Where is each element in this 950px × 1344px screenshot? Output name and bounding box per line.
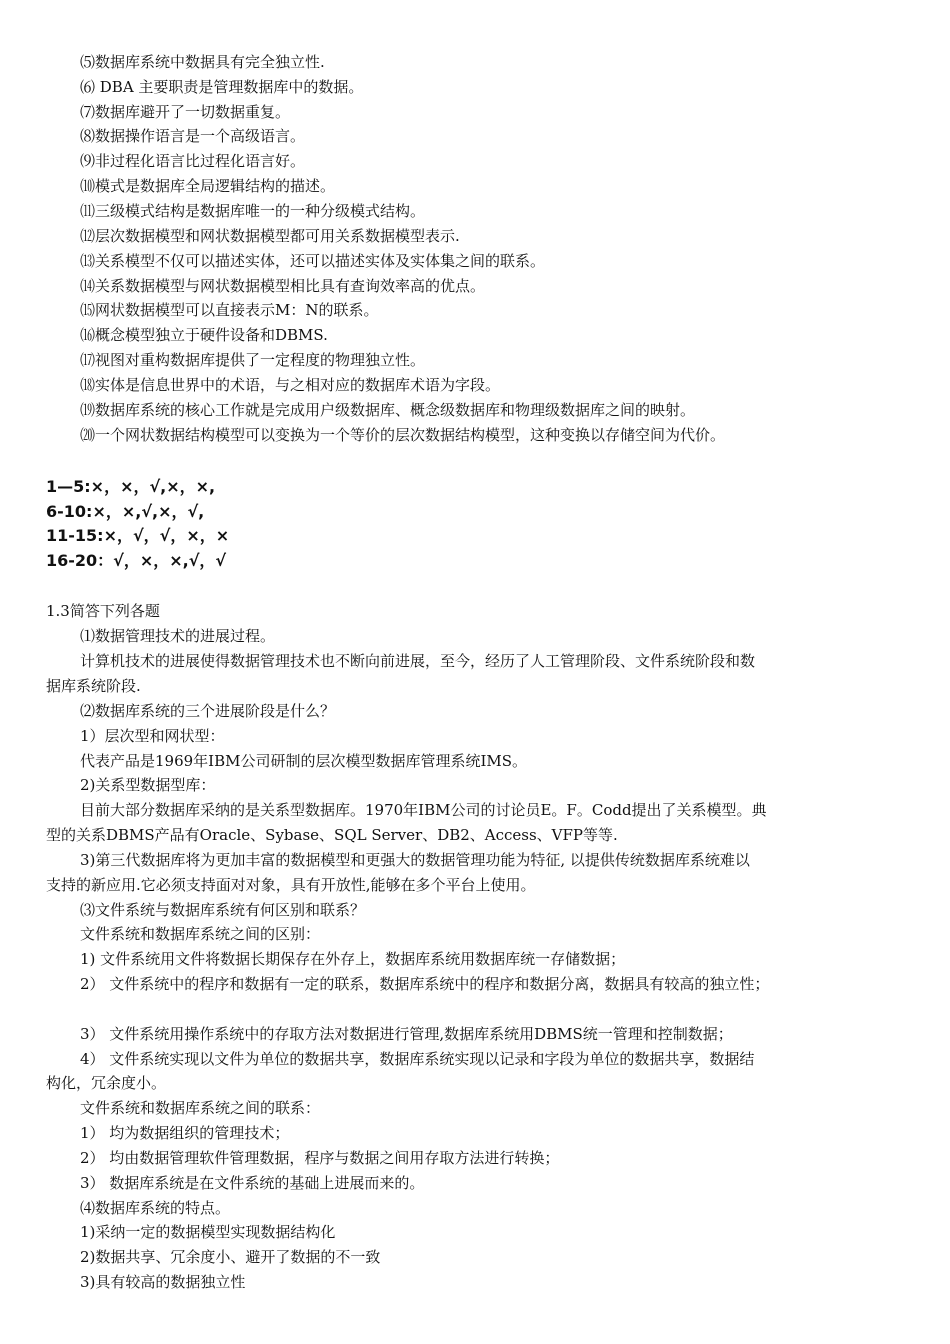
q1-answer-line-2: 据库系统阶段. [46,677,141,695]
question-4: ⑷数据库系统的特点。 [80,1199,231,1217]
tf-item-9: ⑼非过程化语言比过程化语言好。 [80,152,306,170]
tf-item-13: ⒀关系模型不仅可以描述实体，还可以描述实体及实体集之间的联系。 [80,252,546,270]
section-title: 1.3简答下列各题 [46,602,160,620]
q2-point-3-line-1: 3)第三代数据库将为更加丰富的数据模型和更强大的数据管理功能为特征, 以提供传统数据库系统难以 [80,851,750,869]
question-3: ⑶文件系统与数据库系统有何区别和联系？ [80,901,366,919]
q2-point-3-line-2: 支持的新应用.它必须支持面对对象，具有开放性,能够在多个平台上使用。 [46,876,536,894]
tf-item-11: ⑾三级模式结构是数据库唯一的一种分级模式结构。 [80,202,426,220]
q3-relation-1: 1） 均为数据组织的管理技术； [80,1124,290,1142]
q1-answer-line-1: 计算机技术的进展使得数据管理技术也不断向前进展，至今，经历了人工管理阶段、文件系统阶段和数 [80,652,756,670]
q4-feature-1: 1)采纳一定的数据模型实现数据结构化 [80,1223,336,1241]
answer-line-6-10: 6-10:×，×,√,×，√, [46,502,205,521]
tf-item-19: ⒆数据库系统的核心工作就是完成用户级数据库、概念级数据库和物理级数据库之间的映射。 [80,401,696,419]
q3-difference-2: 2） 文件系统中的程序和数据有一定的联系，数据库系统中的程序和数据分离，数据具有较高的独立性； [80,975,770,993]
tf-item-8: ⑻数据操作语言是一个高级语言。 [80,127,306,145]
tf-item-18: ⒅实体是信息世界中的术语，与之相对应的数据库术语为字段。 [80,376,501,394]
tf-item-5: ⑸数据库系统中数据具有完全独立性. [80,53,325,71]
question-2: ⑵数据库系统的三个进展阶段是什么？ [80,702,336,720]
q2-point-2-line-2: 型的关系DBMS产品有Oracle、Sybase、SQL Server、DB2、Access、VFP等等. [46,826,618,844]
q2-point-1-text: 代表产品是1969年IBM公司研制的层次模型数据库管理系统IMS。 [80,752,528,770]
tf-item-17: ⒄视图对重构数据库提供了一定程度的物理独立性。 [80,351,426,369]
q3-difference-4-line-1: 4） 文件系统实现以文件为单位的数据共享，数据库系统实现以记录和字段为单位的数据共享，数据结 [80,1050,755,1068]
tf-item-10: ⑽模式是数据库全局逻辑结构的描述。 [80,177,336,195]
q2-point-2-line-1: 目前大部分数据库采纳的是关系型数据库。1970年IBM公司的讨论员E。F。Codd提出了关系模型。典 [80,801,767,819]
q3-relation-title: 文件系统和数据库系统之间的联系： [80,1099,321,1117]
tf-item-7: ⑺数据库避开了一切数据重复。 [80,103,291,121]
q3-difference-1: 1) 文件系统用文件将数据长期保存在外存上，数据库系统用数据库统一存储数据； [80,950,626,968]
tf-item-16: ⒃概念模型独立于硬件设备和DBMS. [80,326,328,344]
q4-feature-3: 3)具有较高的数据独立性 [80,1273,246,1291]
q4-feature-2: 2)数据共享、冗余度小、避开了数据的不一致 [80,1248,381,1266]
q3-difference-title: 文件系统和数据库系统之间的区别： [80,925,321,943]
answer-line-11-15: 11-15:×，√，√，×，× [46,526,230,545]
q3-relation-3: 3） 数据库系统是在文件系统的基础上进展而来的。 [80,1174,425,1192]
tf-item-15: ⒂网状数据模型可以直接表示M：N的联系。 [80,301,379,319]
question-1: ⑴数据管理技术的进展过程。 [80,627,276,645]
answer-line-16-20: 16-20：√，×，×,√，√ [46,551,227,570]
tf-item-20: ⒇一个网状数据结构模型可以变换为一个等价的层次数据结构模型，这种变换以存储空间为代价。 [80,426,726,444]
q2-point-2-title: 2)关系型数据型库： [80,776,216,794]
tf-item-14: ⒁关系数据模型与网状数据模型相比具有查询效率高的优点。 [80,277,486,295]
tf-item-6: ⑹ DBA 主要职责是管理数据库中的数据。 [80,78,364,96]
q2-point-1-title: 1）层次型和网状型： [80,727,225,745]
q3-difference-3: 3） 文件系统用操作系统中的存取方法对数据进行管理,数据库系统用DBMS统一管理和控制数据； [80,1025,733,1043]
q3-difference-4-line-2: 构化，冗余度小。 [46,1074,167,1092]
tf-item-12: ⑿层次数据模型和网状数据模型都可用关系数据模型表示. [80,227,460,245]
answer-line-1-5: 1—5:×，×，√,×，×, [46,477,216,496]
q3-relation-2: 2） 均由数据管理软件管理数据，程序与数据之间用存取方法进行转换； [80,1149,560,1167]
